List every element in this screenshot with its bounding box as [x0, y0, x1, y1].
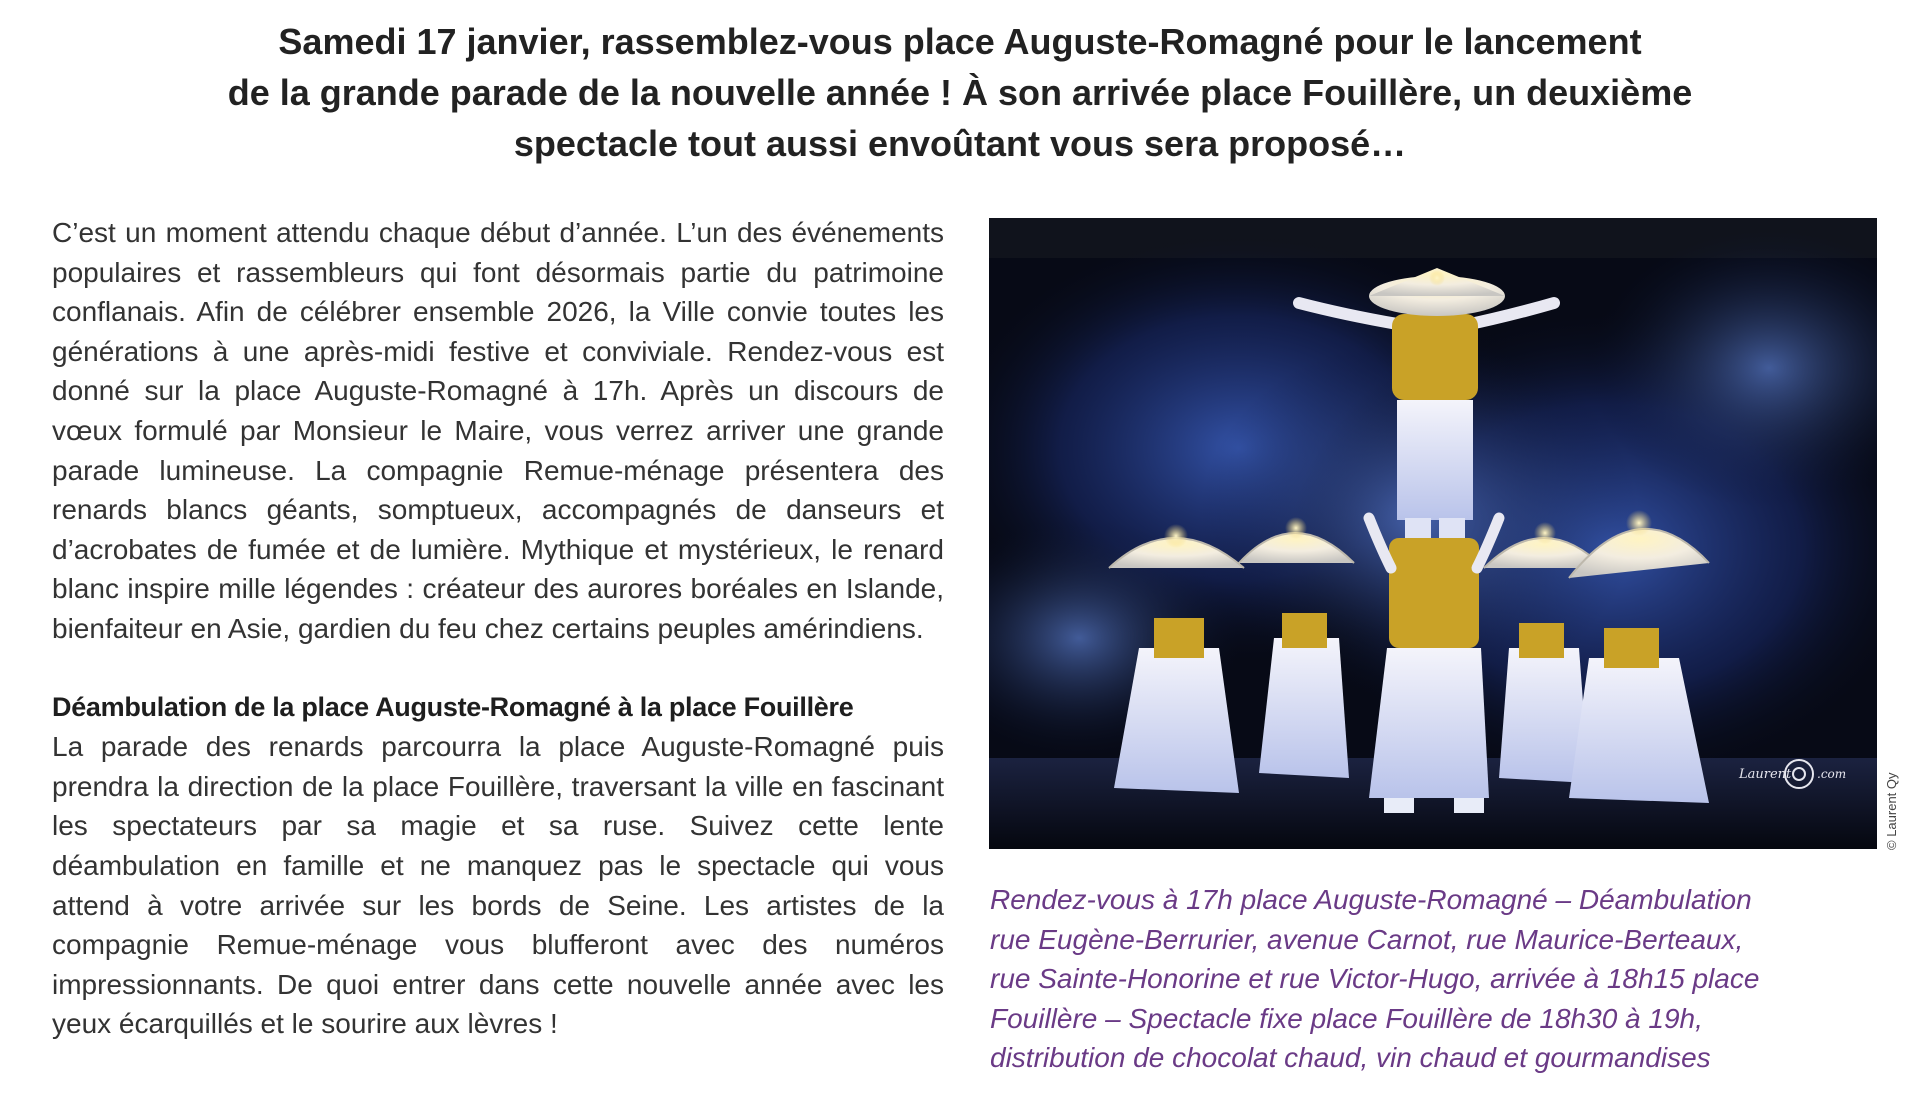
intro-heading — [150, 16, 1770, 169]
caption-line-3: rue Sainte-Honorine et rue Victor-Hugo, arrivée à 18h15 place — [990, 963, 1760, 994]
photo-credit: © Laurent Qy — [1884, 772, 1899, 850]
intro-line-2: de la grande parade de la nouvelle année ! À son arrivée place Fouillère, un deuxième — [227, 72, 1693, 113]
intro-line-1: Samedi 17 janvier, rassemblez-vous place Auguste-Romagné pour le lancement — [278, 21, 1642, 62]
event-caption — [990, 880, 1870, 1078]
intro-line-3: spectacle tout aussi envoûtant vous sera proposé… — [513, 123, 1407, 164]
caption-line-2: rue Eugène-Berrurier, avenue Carnot, rue Maurice-Berteaux, — [990, 923, 1744, 955]
caption-line-5: distribution de chocolat chaud, vin chaud et gourmandises — [990, 1042, 1711, 1073]
watermark-name: Laurent — [1739, 767, 1792, 782]
article-paragraph-2: La parade des renards parcourra la place Auguste-Romagné puis prendra la direction de la place Fouillère, traversant la ville en fascinant les spectateurs par sa magie et sa ruse. Suivez cette lente déambulation en famille et ne manquez pas le spectacle qui vous attend à votre arrivée sur les bords de Seine. Les artistes de la compagnie Remue-ménage vous blufferont avec des numéros impressionnants. De quoi entrer dans cette nouvelle année avec les yeux écarquillés et le sourire aux lèvres ! — [52, 731, 944, 1040]
caption-line-1: Rendez-vous à 17h place Auguste-Romagné – Déambulation — [990, 884, 1752, 915]
article-paragraph-1: C’est un moment attendu chaque début d’année. L’un des événements populaires et rassembleurs qui font désormais partie du patrimoine conflanais. Afin de célébrer ensemble 2026, la Ville convie toutes les générations à une après-midi festive et conviviale. Rendez-vous est donné sur la place Auguste-Romagné à 17h. Après un discours de vœux formulé par Monsieur le Maire, vous verrez arriver une grande parade lumineuse. La compagnie Remue-ménage présentera des renards blancs géants, somptueux, accompagnés de danseurs et d’acrobates de fumée et de lumière. Mythique et mystérieux, le renard blanc inspire mille légendes : créateur des aurores boréales en Islande, bienfaiteur en Asie, gardien du feu chez certains peuples amérindiens. — [52, 217, 944, 644]
watermark-suffix: .com — [1817, 767, 1847, 781]
caption-line-4: Fouillère – Spectacle fixe place Fouillère de 18h30 à 19h, — [990, 1002, 1703, 1034]
article-body — [52, 213, 944, 1044]
middle-acrobat — [1369, 518, 1499, 813]
performance-photo — [989, 218, 1877, 849]
article-subheading: Déambulation de la place Auguste-Romagné à la place Fouillère — [52, 691, 854, 722]
